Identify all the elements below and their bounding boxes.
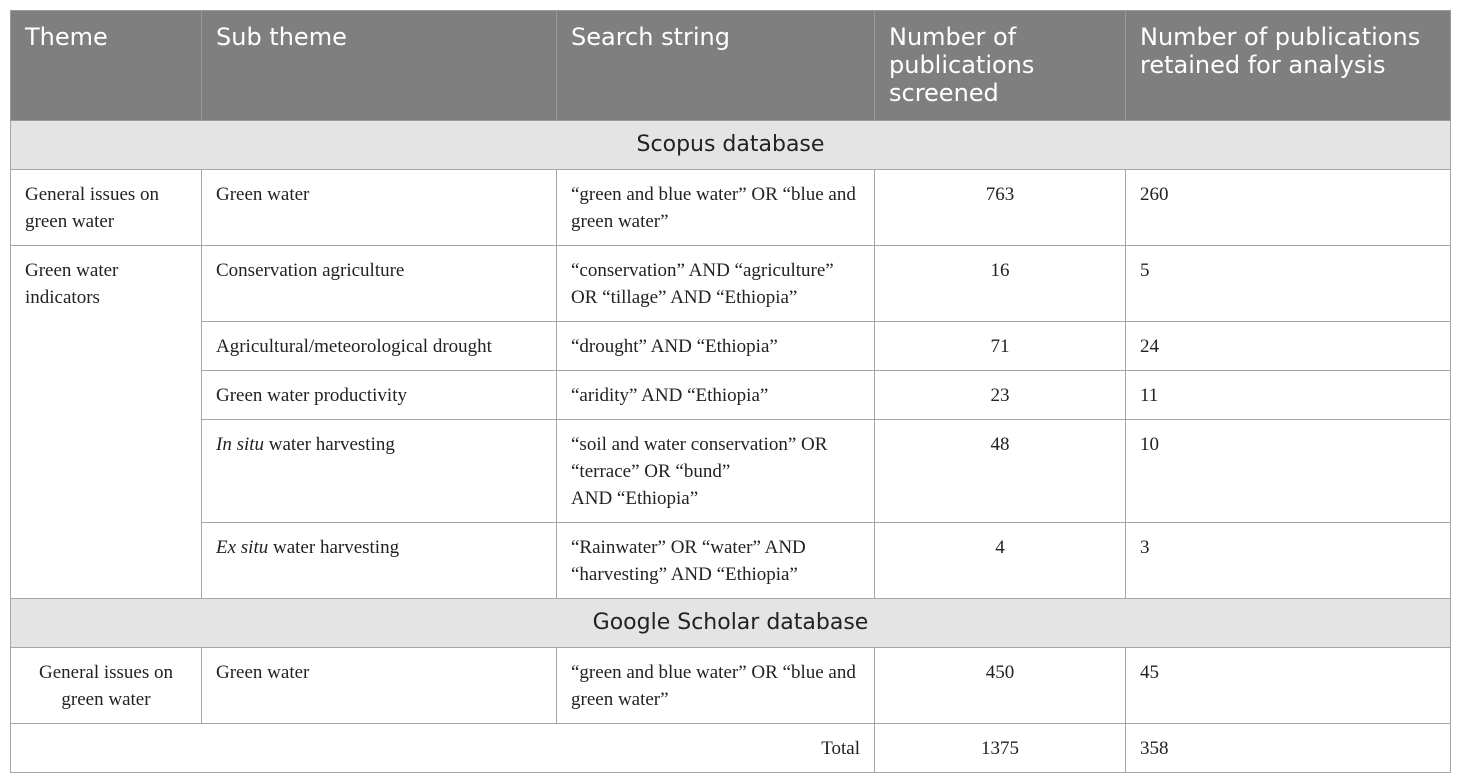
- header-theme: Theme: [11, 11, 202, 121]
- cell-theme: General issues on green water: [11, 170, 202, 246]
- table-row: [11, 371, 1451, 420]
- cell-sub-theme: Agricultural/meteorological drought: [202, 322, 557, 371]
- cell-sub-theme: Green water: [202, 170, 557, 246]
- publications-table: [10, 10, 1451, 773]
- cell-search-string: “green and blue water” OR “blue and green water”: [557, 170, 875, 246]
- cell-screened: 763: [875, 170, 1126, 246]
- sub-theme-rest: water harvesting: [273, 537, 400, 558]
- header-row: [11, 11, 1451, 121]
- cell-retained: 45: [1126, 648, 1451, 724]
- cell-retained: 10: [1126, 420, 1451, 523]
- search-line-3: AND “Ethiopia”: [571, 488, 699, 509]
- sub-theme-italic: In situ: [216, 434, 265, 455]
- table-row: [11, 170, 1451, 246]
- cell-retained: 3: [1126, 523, 1451, 599]
- header-sub-theme: Sub theme: [202, 11, 557, 121]
- cell-sub-theme: Green water: [202, 648, 557, 724]
- section-title-scopus: Scopus database: [11, 121, 1451, 170]
- search-line-2: “terrace” OR “bund”: [571, 461, 731, 482]
- cell-search-string: “aridity” AND “Ethiopia”: [557, 371, 875, 420]
- cell-search-string: [557, 420, 875, 523]
- total-label: Total: [11, 724, 875, 773]
- cell-screened: 23: [875, 371, 1126, 420]
- cell-search-string: “drought” AND “Ethiopia”: [557, 322, 875, 371]
- header-retained: Number of publications retained for analysis: [1126, 11, 1451, 121]
- cell-screened: 48: [875, 420, 1126, 523]
- cell-screened: 450: [875, 648, 1126, 724]
- table-wrapper: [10, 10, 1450, 773]
- table-row: [11, 648, 1451, 724]
- total-row: [11, 724, 1451, 773]
- cell-theme: Green water indicators: [11, 246, 202, 599]
- cell-search-string: “conservation” AND “agriculture” OR “tillage” AND “Ethiopia”: [557, 246, 875, 322]
- cell-screened: 16: [875, 246, 1126, 322]
- cell-retained: 5: [1126, 246, 1451, 322]
- cell-sub-theme: Green water productivity: [202, 371, 557, 420]
- total-retained: 358: [1126, 724, 1451, 773]
- table-row: [11, 420, 1451, 523]
- section-row-google: [11, 599, 1451, 648]
- cell-screened: 71: [875, 322, 1126, 371]
- cell-theme: General issues on green water: [11, 648, 202, 724]
- sub-theme-rest: water harvesting: [268, 434, 395, 455]
- section-title-google: Google Scholar database: [11, 599, 1451, 648]
- cell-retained: 11: [1126, 371, 1451, 420]
- table-row: [11, 246, 1451, 322]
- cell-retained: 260: [1126, 170, 1451, 246]
- cell-sub-theme: [202, 523, 557, 599]
- search-line-1: “soil and water conservation” OR: [571, 434, 828, 455]
- cell-retained: 24: [1126, 322, 1451, 371]
- section-row-scopus: [11, 121, 1451, 170]
- cell-sub-theme: Conservation agriculture: [202, 246, 557, 322]
- table-row: [11, 523, 1451, 599]
- cell-sub-theme: [202, 420, 557, 523]
- cell-screened: 4: [875, 523, 1126, 599]
- sub-theme-italic: Ex situ: [216, 537, 269, 558]
- cell-search-string: “Rainwater” OR “water” AND “harvesting” AND “Ethiopia”: [557, 523, 875, 599]
- table-row: [11, 322, 1451, 371]
- cell-search-string: “green and blue water” OR “blue and green water”: [557, 648, 875, 724]
- header-screened: Number of publications screened: [875, 11, 1126, 121]
- total-screened: 1375: [875, 724, 1126, 773]
- header-search-string: Search string: [557, 11, 875, 121]
